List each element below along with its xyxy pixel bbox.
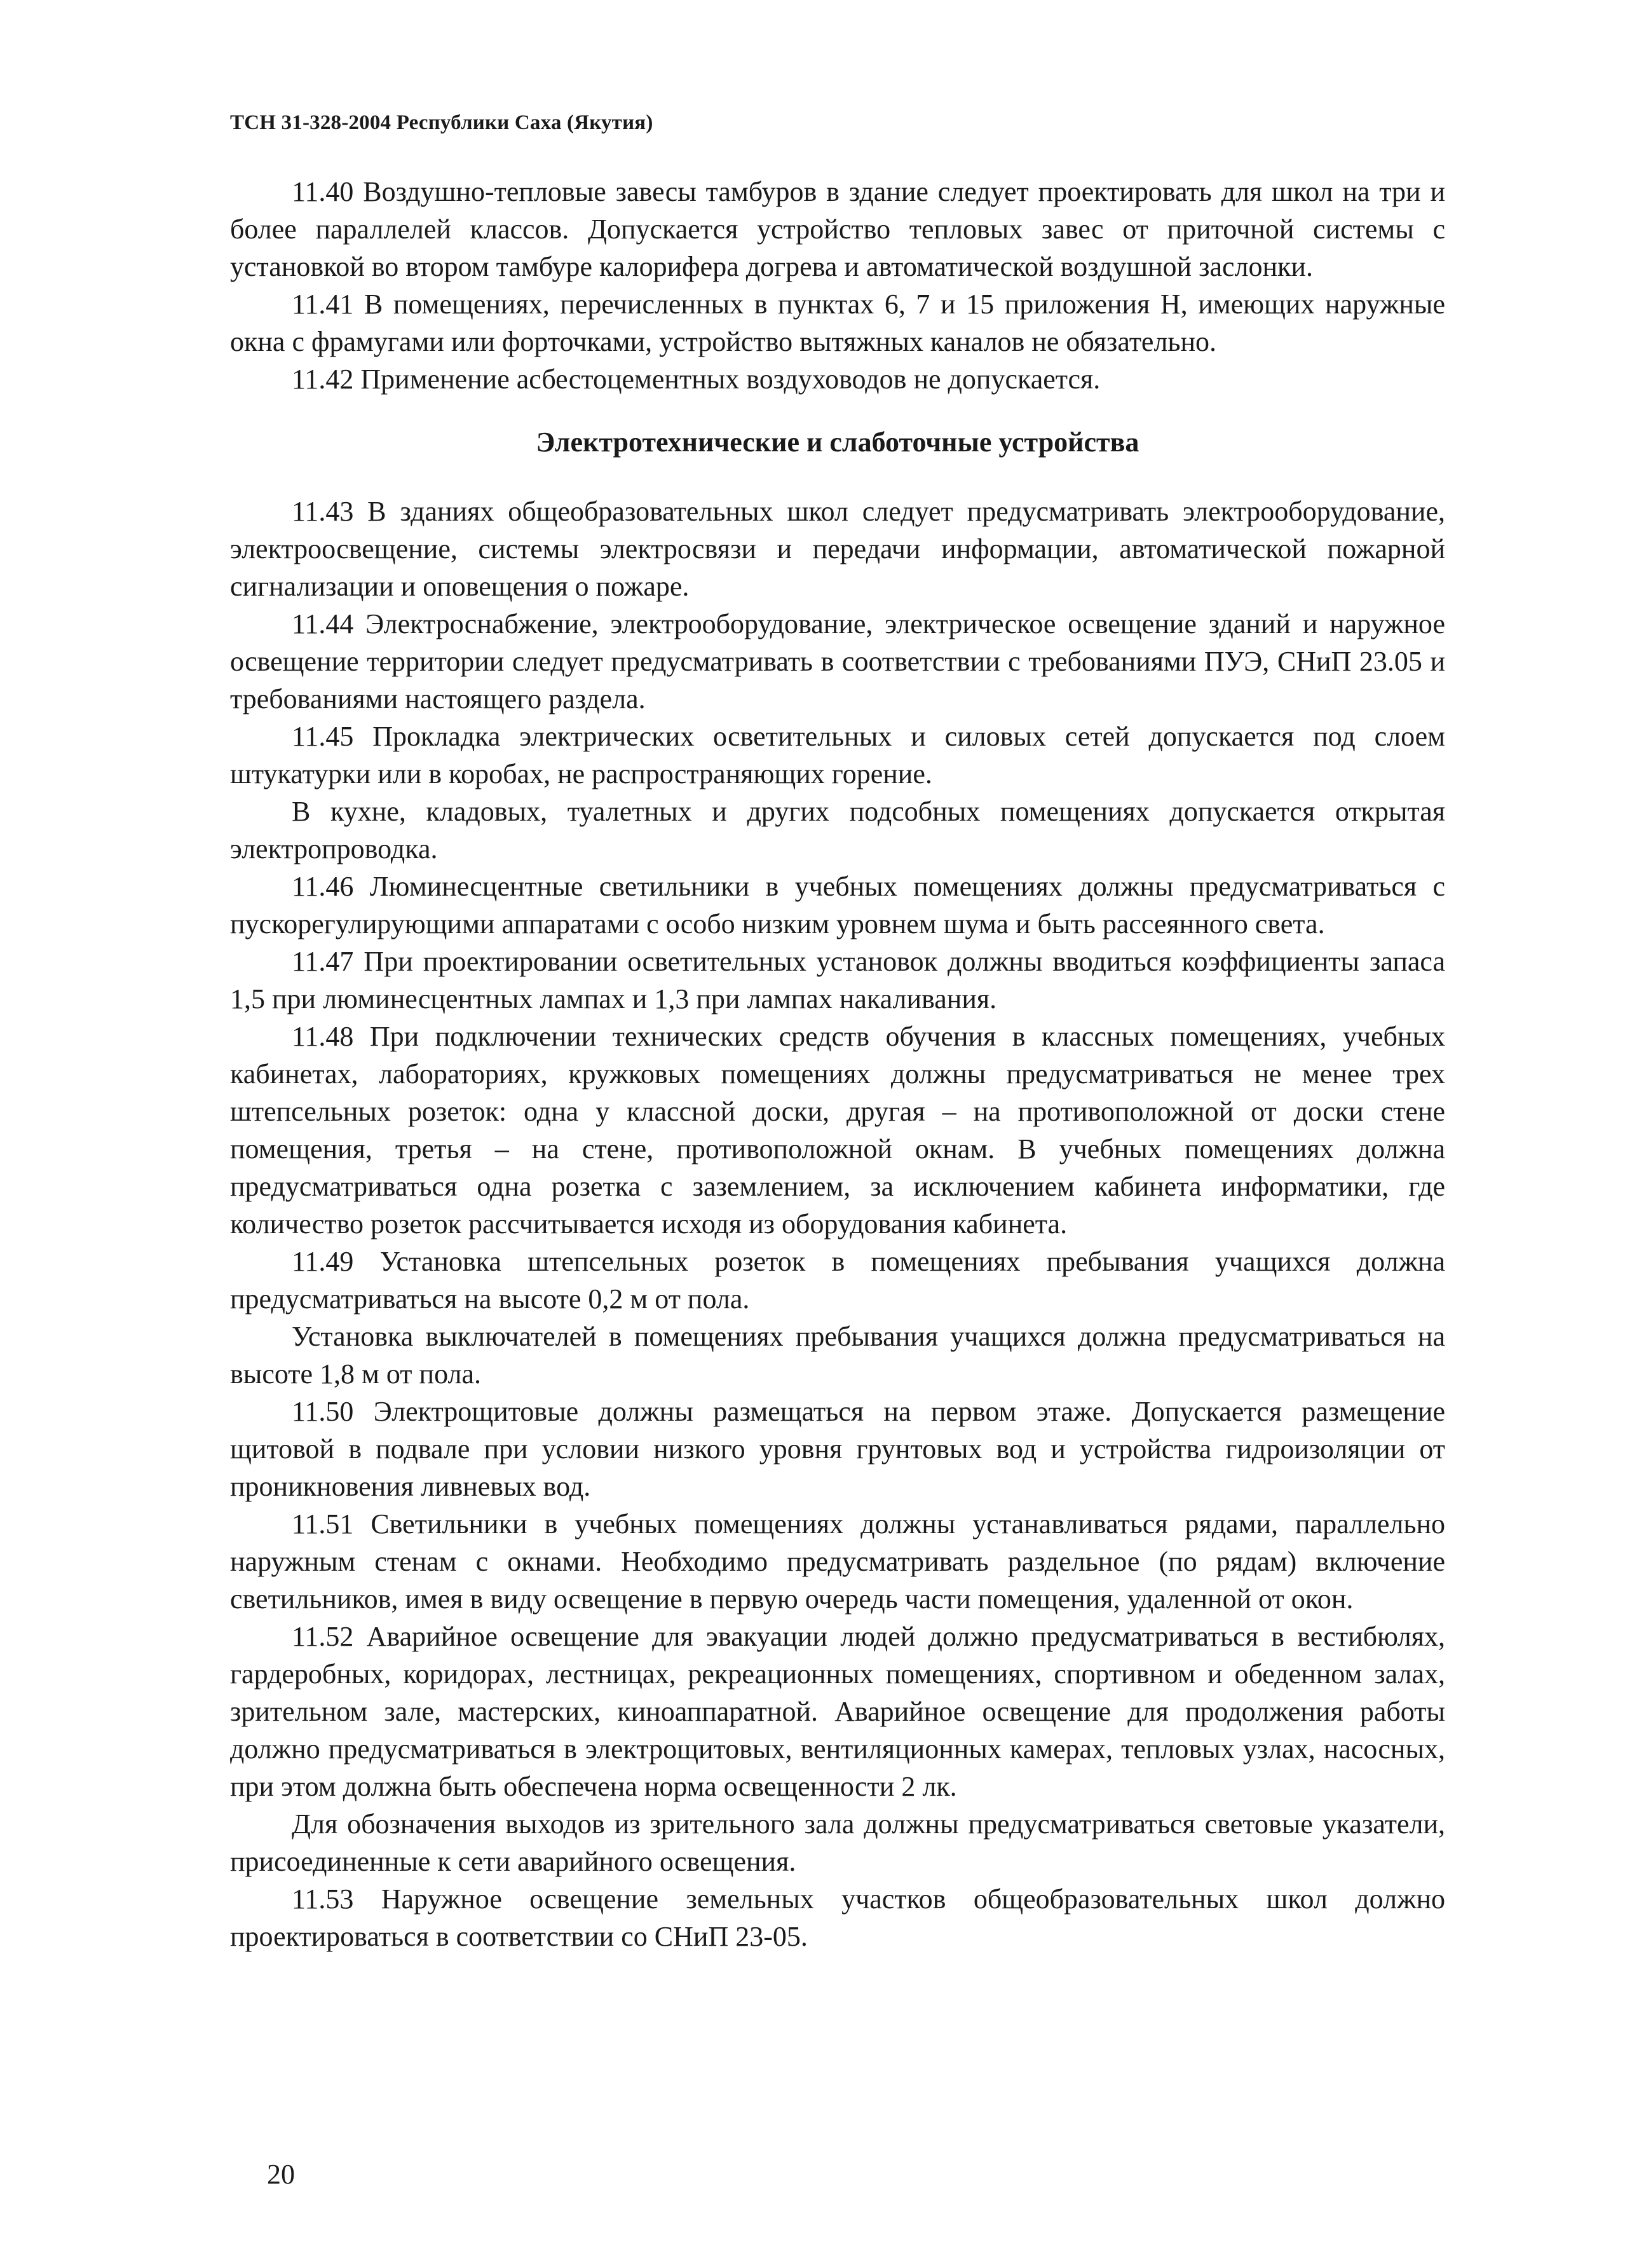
page-number: 20 xyxy=(267,2159,295,2190)
paragraph-11-53: 11.53 Наружное освещение земельных участков общеобразовательных школ должно проектироваться в соответствии со СНиП 23-05. xyxy=(230,1883,1445,1952)
paragraph-11-42: 11.42 Применение асбестоцементных воздуховодов не допускается. xyxy=(292,364,1101,395)
section-heading: Электротехнические и слаботочные устройства xyxy=(536,427,1139,458)
paragraph-11-43: 11.43 В зданиях общеобразовательных школ следует предусматривать электрооборудование, электроосвещение, системы электросвязи и передачи информации, автоматической пожарной сигнализации и оповещения о пожаре. xyxy=(230,496,1445,602)
paragraph-exit-signs: Для обозначения выходов из зрительного зала должны предусматриваться световые указатели, присоединенные к сети аварийного освещения. xyxy=(230,1808,1445,1877)
paragraph-11-41: 11.41 В помещениях, перечисленных в пунктах 6, 7 и 15 приложения Н, имеющих наружные окна с фрамугами или форточками, устройство вытяжных каналов не обязательно. xyxy=(230,289,1445,357)
paragraph-11-45: 11.45 Прокладка электрических осветительных и силовых сетей допускается под слоем штукатурки или в коробах, не распространяющих горение. xyxy=(230,721,1445,789)
paragraph-11-51: 11.51 Светильники в учебных помещениях должны устанавливаться рядами, параллельно наружным стенам с окнами. Необходимо предусматривать раздельное (по рядам) включение светильников, имея в виду освещение в первую очередь части помещения, удаленной от окон. xyxy=(230,1508,1445,1615)
paragraph-11-52: 11.52 Аварийное освещение для эвакуации людей должно предусматриваться в вестибюлях, гардеробных, коридорах, лестницах, рекреационных помещениях, спортивном и обеденном залах, зрительном зале, мастерских, киноаппаратной. Аварийное освещение для продолжения работы должно предусматриваться в электрощитовых, вентиляционных камерах, тепловых узлах, насосных, при этом должна быть обеспечена норма освещенности 2 лк. xyxy=(230,1621,1445,1802)
paragraph-11-47: 11.47 При проектировании осветительных установок должны вводиться коэффициенты запаса 1,5 при люминесцентных лампах и 1,3 при лампах накаливания. xyxy=(230,946,1445,1014)
paragraph-11-46: 11.46 Люминесцентные светильники в учебных помещениях должны предусматриваться с пускорегулирующими аппаратами с особо низким уровнем шума и быть рассеянного света. xyxy=(230,871,1445,939)
paragraph-11-44: 11.44 Электроснабжение, электрооборудование, электрическое освещение зданий и наружное освещение территории следует предусматривать в соответствии с требованиями ПУЭ, СНиП 23.05 и требованиями настоящего раздела. xyxy=(230,608,1445,714)
paragraph-open-wiring: В кухне, кладовых, туалетных и других подсобных помещениях допускается открытая электропроводка. xyxy=(230,796,1445,864)
paragraph-11-40: 11.40 Воздушно-тепловые завесы тамбуров в здание следует проектировать для школ на три и более параллелей классов. Допускается устройство тепловых завес от приточной системы с установкой во втором тамбуре калорифера догрева и автоматической воздушной заслонки. xyxy=(230,176,1445,282)
paragraph-11-50: 11.50 Электрощитовые должны размещаться на первом этаже. Допускается размещение щитовой в подвале при условии низкого уровня грунтовых вод и устройства гидроизоляции от проникновения ливневых вод. xyxy=(230,1396,1445,1502)
document-header: ТСН 31-328-2004 Республики Саха (Якутия) xyxy=(230,111,653,134)
document-body xyxy=(230,173,1445,1955)
paragraph-11-49: 11.49 Установка штепсельных розеток в помещениях пребывания учащихся должна предусматриваться на высоте 0,2 м от пола. xyxy=(230,1246,1445,1315)
paragraph-switch-height: Установка выключателей в помещениях пребывания учащихся должна предусматриваться на высоте 1,8 м от пола. xyxy=(230,1321,1445,1390)
paragraph-11-48: 11.48 При подключении технических средств обучения в классных помещениях, учебных кабинетах, лабораториях, кружковых помещениях должны предусматриваться не менее трех штепсельных розеток: одна у классной доски, другая – на противоположной от доски стене помещения, третья – на стене, противоположной окнам. В учебных помещениях должна предусматриваться одна розетка с заземлением, за исключением кабинета информатики, где количество розеток рассчитывается исходя из оборудования кабинета. xyxy=(230,1021,1445,1240)
